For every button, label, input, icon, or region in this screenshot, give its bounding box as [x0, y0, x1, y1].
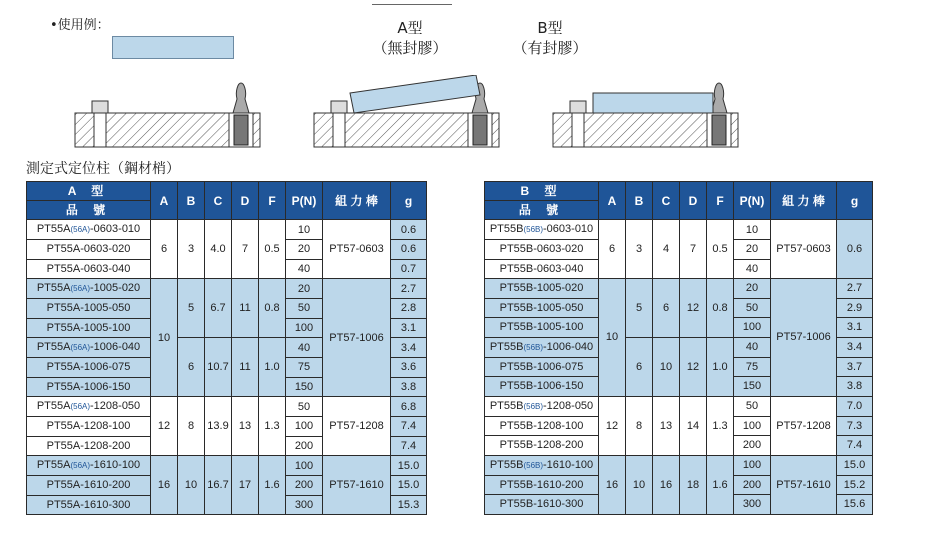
dim-f: 0.8: [707, 279, 734, 338]
header-part-number: 品 號: [27, 201, 151, 220]
force-value: 150: [286, 377, 323, 397]
header-weight: g: [391, 182, 427, 220]
weight-value: 0.6: [391, 220, 427, 240]
part-number-cell: [27, 436, 151, 456]
alt-model-code: (56B): [523, 225, 544, 234]
rod-model: PT57-0603: [771, 220, 837, 279]
weight-value: 2.8: [391, 299, 427, 319]
dim-d: 18: [680, 455, 707, 514]
dim-a: 16: [599, 455, 626, 514]
force-value: 200: [734, 475, 771, 495]
part-number: PT55A-1208-200: [46, 439, 131, 452]
part-number-cell: [485, 298, 599, 318]
section-title: 測定式定位柱（鋼材梢）: [26, 161, 180, 177]
part-number-cell: [485, 377, 599, 397]
alt-model-code: (56B): [523, 342, 544, 352]
plate-sample-swatch: [112, 36, 234, 59]
diagram-plain: [75, 83, 260, 147]
force-value: 100: [734, 318, 771, 338]
alt-model-code: (56B): [523, 401, 544, 411]
weight-value: 2.7: [837, 279, 873, 299]
rod-model: PT57-1208: [323, 397, 391, 456]
type-b-caption: [500, 18, 600, 58]
dim-a: 16: [151, 456, 178, 515]
dim-a: 12: [599, 396, 626, 455]
force-value: 300: [734, 495, 771, 515]
part-number-cell: [485, 455, 599, 475]
rod-model: PT57-0603: [323, 220, 391, 279]
part-number: PT55B: [489, 458, 524, 471]
dim-d: 11: [232, 279, 259, 338]
weight-value: 3.8: [837, 377, 873, 397]
rod-model: PT57-1610: [323, 456, 391, 515]
part-number: PT55B-0603-040: [499, 262, 584, 275]
dim-c: 6.7: [205, 279, 232, 338]
type-a-subtitle: （無封膠）: [372, 39, 448, 57]
force-value: 200: [286, 476, 323, 496]
force-value: 150: [734, 377, 771, 397]
weight-value: 15.6: [837, 495, 873, 515]
header-c: C: [653, 182, 680, 220]
dim-f: 1.6: [259, 456, 286, 515]
force-value: 50: [734, 298, 771, 318]
part-number: PT55B-0603-020: [499, 243, 584, 256]
dim-c: 4: [653, 220, 680, 279]
part-number-suffix: -1610-100: [543, 458, 594, 471]
force-value: 75: [286, 358, 323, 378]
force-value: 20: [734, 279, 771, 299]
part-number-cell: [27, 358, 151, 378]
header-d: D: [680, 182, 707, 220]
table-row: [27, 397, 427, 417]
part-number-cell: [27, 338, 151, 358]
alt-model-code: (56A): [70, 461, 91, 470]
header-a: A: [599, 182, 626, 220]
dim-b: 10: [178, 456, 205, 515]
dim-f: 0.5: [707, 220, 734, 279]
dim-d: 14: [680, 396, 707, 455]
weight-value: 2.7: [391, 279, 427, 299]
dim-c: 16: [653, 455, 680, 514]
dim-d: 11: [232, 338, 259, 397]
header-model-type: A 型: [27, 182, 151, 201]
force-value: 200: [286, 436, 323, 456]
part-number: PT55A-1005-100: [46, 321, 131, 334]
force-value: 100: [286, 318, 323, 338]
header-f: F: [707, 182, 734, 220]
table-row: [27, 456, 427, 476]
weight-value: 3.8: [391, 377, 427, 397]
part-number-cell: [485, 318, 599, 338]
part-number-cell: [485, 436, 599, 456]
force-value: 100: [734, 455, 771, 475]
weight-value: 2.9: [837, 298, 873, 318]
dim-a: 6: [599, 220, 626, 279]
part-number-cell: [27, 397, 151, 417]
weight-value: 0.6: [391, 240, 427, 260]
alt-model-code: (56A): [70, 402, 91, 411]
weight-value: 15.2: [837, 475, 873, 495]
force-value: 20: [286, 240, 323, 260]
diagram-type-b: [553, 83, 738, 147]
alt-model-code: (56A): [70, 225, 91, 234]
part-number: PT55A-1208-100: [46, 420, 131, 433]
part-number-suffix: -1006-040: [543, 340, 594, 353]
header-c: C: [205, 182, 232, 220]
weight-value: 7.4: [837, 436, 873, 456]
rod-model: PT57-1006: [323, 279, 391, 397]
header-d: D: [232, 182, 259, 220]
force-value: 100: [286, 417, 323, 437]
force-value: 10: [734, 220, 771, 240]
part-number: PT55B: [489, 399, 524, 412]
type-b-subtitle: （有封膠）: [512, 39, 588, 57]
dim-b: 6: [626, 337, 653, 396]
dim-c: 13: [653, 396, 680, 455]
part-number-cell: [485, 240, 599, 260]
table-row: [485, 455, 873, 475]
weight-value: 0.7: [391, 259, 427, 279]
part-number: PT55B-1208-100: [499, 419, 584, 432]
part-number-suffix: -1208-050: [90, 400, 141, 412]
part-number: PT55B: [489, 223, 524, 235]
header-force: P(N): [286, 182, 323, 220]
part-number: PT55B-1006-075: [499, 360, 584, 373]
part-number: PT55A-1005-050: [46, 302, 131, 315]
dim-a: 12: [151, 397, 178, 456]
dimension-line: [372, 0, 452, 5]
weight-value: 15.0: [837, 455, 873, 475]
part-number-cell: [27, 377, 151, 397]
header-b: B: [178, 182, 205, 220]
force-value: 40: [286, 259, 323, 279]
weight-value: 7.4: [391, 417, 427, 437]
part-number: PT55A-0603-040: [46, 262, 131, 275]
force-value: 50: [286, 299, 323, 319]
weight-value: 15.0: [391, 476, 427, 496]
part-number: PT55B-1005-100: [499, 321, 584, 334]
table-row: [485, 220, 873, 240]
force-value: 20: [734, 240, 771, 260]
header-rod: 組 力 棒: [771, 182, 837, 220]
dim-d: 7: [680, 220, 707, 279]
part-number-cell: [27, 220, 151, 240]
part-number-suffix: -1208-050: [543, 399, 594, 412]
usage-example-label: •使用例：: [50, 18, 110, 33]
dim-b: 5: [626, 279, 653, 338]
part-number-cell: [27, 417, 151, 437]
dim-c: 4.0: [205, 220, 232, 279]
weight-value: 7.4: [391, 436, 427, 456]
weight-value: 3.1: [837, 318, 873, 338]
part-number: PT55B: [489, 340, 524, 353]
header-part-number: 品 號: [485, 201, 599, 220]
dim-f: 1.0: [707, 337, 734, 396]
part-number: PT55A-1006-075: [46, 361, 131, 374]
dim-f: 1.6: [707, 455, 734, 514]
dim-f: 0.8: [259, 279, 286, 338]
weight-value: 3.4: [837, 337, 873, 357]
force-value: 200: [734, 436, 771, 456]
alt-model-code: (56A): [70, 284, 91, 293]
dim-c: 10: [653, 337, 680, 396]
dim-b: 10: [626, 455, 653, 514]
part-number-cell: [485, 337, 599, 357]
part-number-cell: [27, 495, 151, 515]
header-force: P(N): [734, 182, 771, 220]
dim-a: 6: [151, 220, 178, 279]
part-number: PT55A-1006-150: [46, 380, 131, 393]
rod-model: PT57-1006: [771, 279, 837, 397]
dim-a: 10: [599, 279, 626, 397]
header-a: A: [151, 182, 178, 220]
dim-c: 13.9: [205, 397, 232, 456]
weight-value: 3.7: [837, 357, 873, 377]
dim-d: 12: [680, 337, 707, 396]
spec-table-type-b: [484, 181, 873, 515]
weight-value: 15.0: [391, 456, 427, 476]
part-number: PT55B-1005-020: [499, 282, 584, 295]
part-number: PT55B-1610-200: [499, 478, 584, 491]
force-value: 50: [286, 397, 323, 417]
force-value: 300: [286, 495, 323, 515]
force-value: 100: [734, 416, 771, 436]
header-model-type: B 型: [485, 182, 599, 201]
dim-b: 3: [626, 220, 653, 279]
dim-b: 8: [178, 397, 205, 456]
type-a-title: A型: [397, 19, 423, 37]
weight-value: 0.6: [837, 220, 873, 279]
dim-f: 0.5: [259, 220, 286, 279]
force-value: 40: [286, 338, 323, 358]
table-row: [27, 279, 427, 299]
part-number: PT55A: [36, 341, 71, 353]
dim-d: 7: [232, 220, 259, 279]
usage-diagrams: [0, 75, 934, 155]
dim-b: 6: [178, 338, 205, 397]
weight-value: 15.3: [391, 495, 427, 515]
weight-value: 3.4: [391, 338, 427, 358]
dim-f: 1.3: [707, 396, 734, 455]
dim-f: 1.0: [259, 338, 286, 397]
part-number: PT55A-1610-200: [46, 479, 131, 492]
force-value: 100: [286, 456, 323, 476]
part-number-cell: [27, 299, 151, 319]
weight-value: 6.8: [391, 397, 427, 417]
weight-value: 7.0: [837, 396, 873, 416]
dim-f: 1.3: [259, 397, 286, 456]
header-b: B: [626, 182, 653, 220]
table-row: [27, 220, 427, 240]
dim-d: 13: [232, 397, 259, 456]
part-number: PT55A: [36, 282, 71, 294]
part-number-suffix: -1610-100: [90, 459, 141, 471]
part-number: PT55A: [36, 400, 71, 412]
part-number-cell: [27, 279, 151, 299]
alt-model-code: (56A): [70, 343, 91, 352]
dim-b: 5: [178, 279, 205, 338]
dim-b: 3: [178, 220, 205, 279]
part-number-cell: [485, 495, 599, 515]
part-number-cell: [27, 456, 151, 476]
diagram-type-a: [314, 75, 499, 147]
force-value: 40: [734, 259, 771, 279]
spec-table-type-a: [26, 181, 427, 515]
dim-d: 17: [232, 456, 259, 515]
header-rod: 組 力 棒: [323, 182, 391, 220]
dim-a: 10: [151, 279, 178, 397]
part-number-suffix: -1006-040: [90, 341, 141, 353]
dim-d: 12: [680, 279, 707, 338]
part-number-cell: [485, 279, 599, 299]
rod-model: PT57-1610: [771, 455, 837, 514]
force-value: 50: [734, 396, 771, 416]
part-number-cell: [485, 396, 599, 416]
weight-value: 3.6: [391, 358, 427, 378]
part-number: PT55B-1005-050: [499, 301, 584, 314]
force-value: 10: [286, 220, 323, 240]
part-number-cell: [485, 357, 599, 377]
part-number-cell: [27, 259, 151, 279]
force-value: 40: [734, 337, 771, 357]
part-number-cell: [485, 220, 599, 240]
alt-model-code: (56B): [523, 460, 544, 470]
force-value: 20: [286, 279, 323, 299]
part-number: PT55A: [36, 459, 71, 471]
part-number-cell: [27, 476, 151, 496]
part-number-cell: [27, 240, 151, 260]
force-value: 75: [734, 357, 771, 377]
header-weight: g: [837, 182, 873, 220]
type-b-title: B型: [537, 19, 563, 37]
part-number: PT55A-1610-300: [46, 498, 131, 511]
part-number-cell: [485, 259, 599, 279]
weight-value: 3.1: [391, 318, 427, 338]
part-number: PT55B-1208-200: [499, 439, 584, 452]
part-number: PT55A-0603-020: [46, 243, 131, 256]
part-number-suffix: -0603-010: [543, 223, 594, 235]
part-number-suffix: -1005-020: [90, 282, 141, 294]
part-number: PT55B-1006-150: [499, 380, 584, 393]
dim-c: 16.7: [205, 456, 232, 515]
part-number: PT55B-1610-300: [499, 498, 584, 511]
part-number-cell: [485, 416, 599, 436]
type-a-caption: [360, 18, 460, 58]
part-number-suffix: -0603-010: [90, 223, 141, 235]
weight-value: 7.3: [837, 416, 873, 436]
dim-c: 10.7: [205, 338, 232, 397]
header-f: F: [259, 182, 286, 220]
part-number-cell: [485, 475, 599, 495]
table-row: [485, 279, 873, 299]
part-number-cell: [27, 318, 151, 338]
dim-c: 6: [653, 279, 680, 338]
table-row: [485, 396, 873, 416]
dim-b: 8: [626, 396, 653, 455]
rod-model: PT57-1208: [771, 396, 837, 455]
part-number: PT55A: [36, 223, 71, 235]
